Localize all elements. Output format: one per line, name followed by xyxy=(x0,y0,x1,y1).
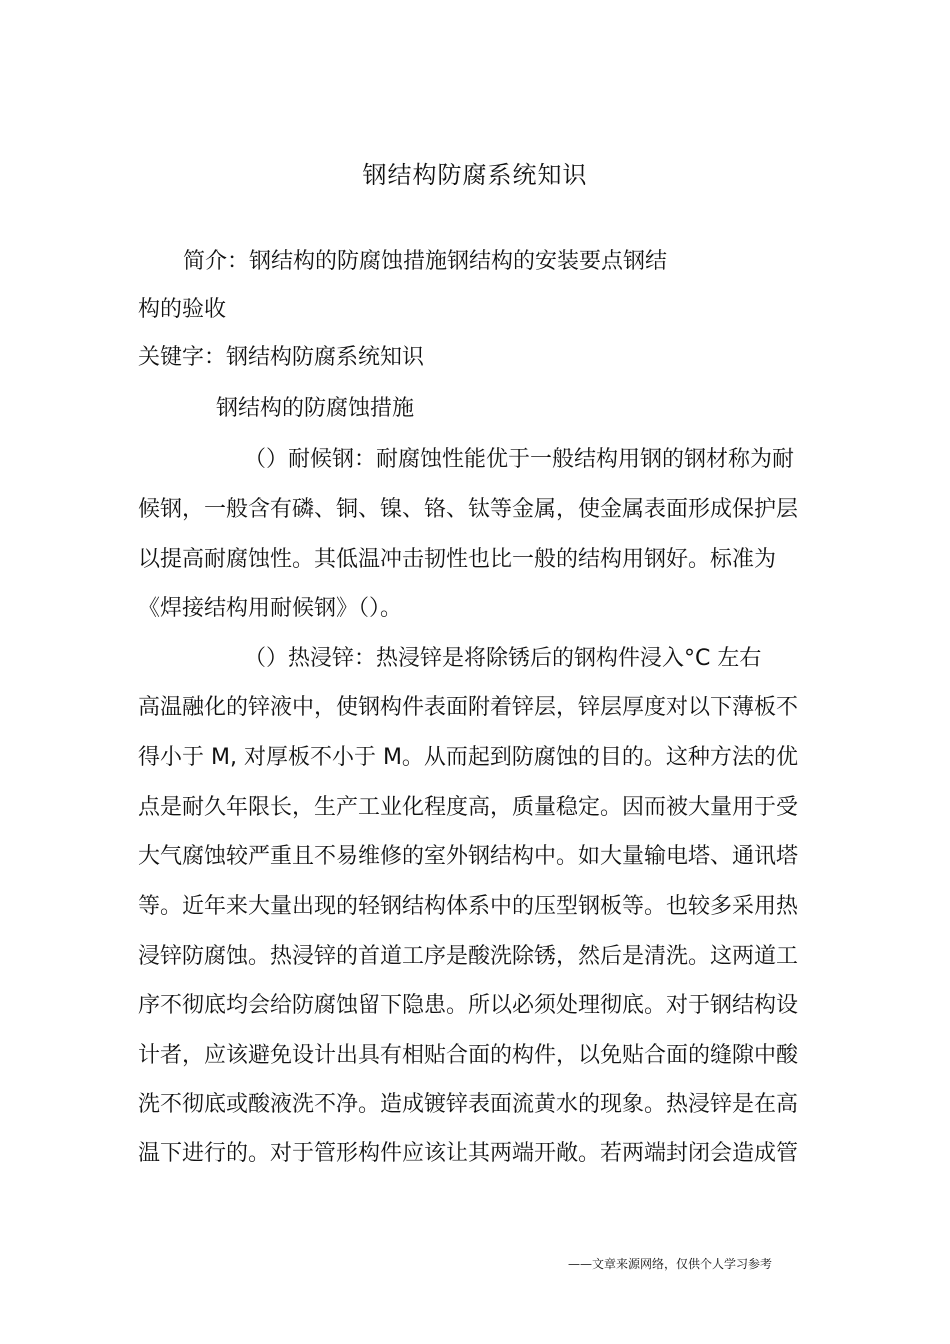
para2-line-9: 计者，应该避免设计出具有相贴合面的构件，以免贴合面的缝隙中酸 xyxy=(138,1043,799,1068)
para2-line-8: 序不彻底均会给防腐蚀留下隐患。所以必须处理彻底。对于钢结构设 xyxy=(138,993,799,1018)
para1-line-4: 《焊接结构用耐候钢》（）。 xyxy=(138,596,403,621)
para2-line-2: 高温融化的锌液中，使钢构件表面附着锌层，锌层厚度对以下薄板不 xyxy=(138,695,799,720)
para1-line-2: 候钢，一般含有磷、铜、镍、铬、钛等金属，使金属表面形成保护层 xyxy=(138,497,799,522)
keywords-line: 关键字：钢结构防腐系统知识 xyxy=(138,345,425,370)
source-footer: ——文章来源网络，仅供个人学习参考 xyxy=(568,1257,773,1271)
para2-line-3: 得小于 M, 对厚板不小于 M。从而起到防腐蚀的目的。这种方法的优 xyxy=(138,745,798,770)
para2-line-10: 洗不彻底或酸液洗不净。造成镀锌表面流黄水的现象。热浸锌是在高 xyxy=(138,1092,799,1117)
page-title: 钢结构防腐系统知识 xyxy=(362,161,588,189)
para2-line-7: 浸锌防腐蚀。热浸锌的首道工序是酸洗除锈，然后是清洗。这两道工 xyxy=(138,944,799,969)
para2-line-1: （）热浸锌：热浸锌是将除锈后的钢构件浸入°C 左右 xyxy=(244,646,762,671)
para2-line-4: 点是耐久年限长，生产工业化程度高，质量稳定。因而被大量用于受 xyxy=(138,795,799,820)
section-heading: 钢结构的防腐蚀措施 xyxy=(216,396,415,421)
intro-line-1: 简介：钢结构的防腐蚀措施钢结构的安装要点钢结 xyxy=(183,249,668,274)
para1-line-1: （）耐候钢：耐腐蚀性能优于一般结构用钢的钢材称为耐 xyxy=(244,447,795,472)
intro-line-2: 构的验收 xyxy=(138,297,227,322)
para1-line-3: 以提高耐腐蚀性。其低温冲击韧性也比一般的结构用钢好。标准为 xyxy=(138,547,777,572)
para2-line-11: 温下进行的。对于管形构件应该让其两端开敞。若两端封闭会造成管 xyxy=(138,1141,799,1166)
para2-line-6: 等。近年来大量出现的轻钢结构体系中的压型钢板等。也较多采用热 xyxy=(138,894,799,919)
para2-line-5: 大气腐蚀较严重且不易维修的室外钢结构中。如大量输电塔、通讯塔 xyxy=(138,844,799,869)
